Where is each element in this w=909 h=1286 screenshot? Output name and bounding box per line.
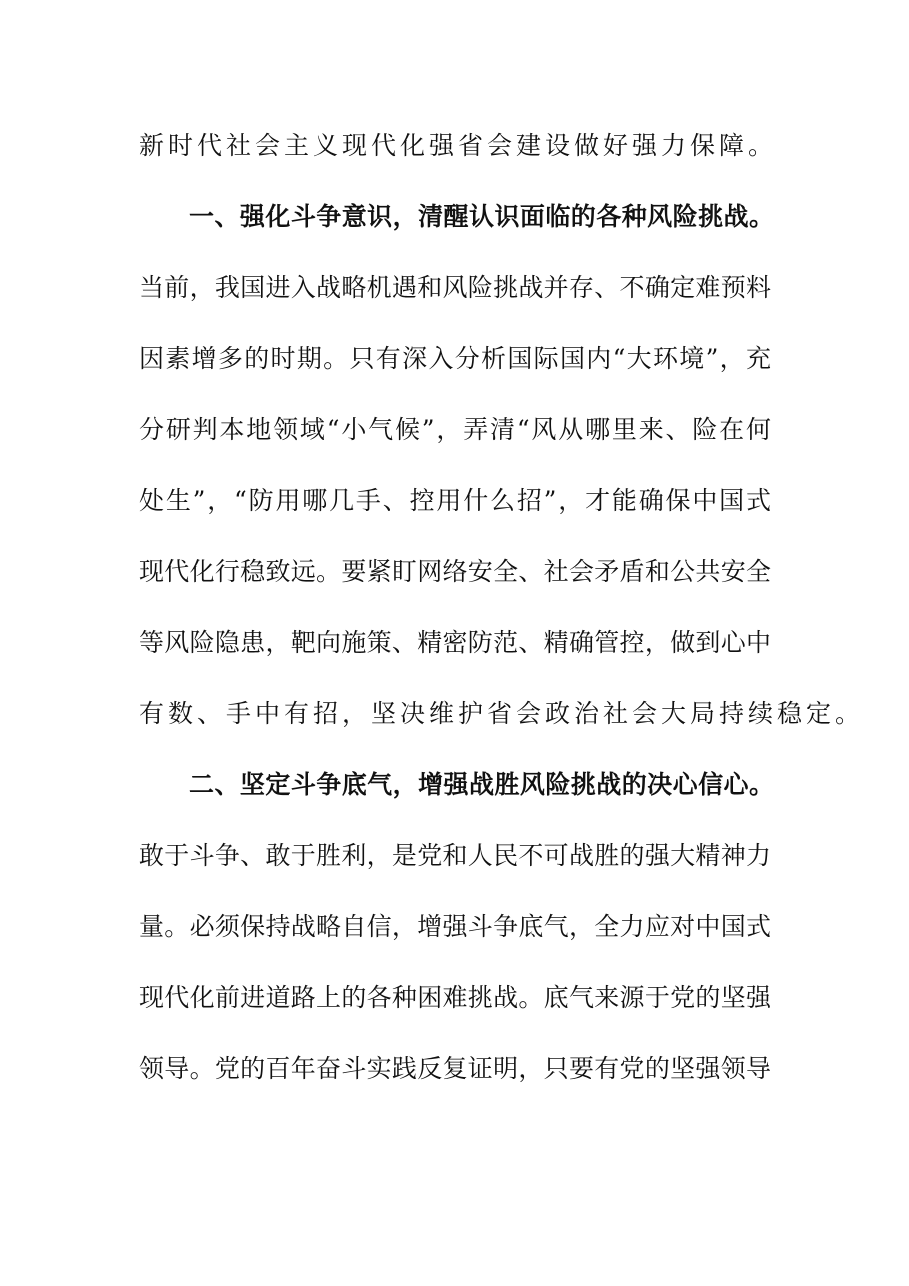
section-heading-1: 一、强化斗争意识，清醒认识面临的各种风险挑战。 xyxy=(189,202,774,231)
paragraph-line: 敢于斗争、敢于胜利，是党和人民不可战胜的强大精神力 xyxy=(139,841,771,870)
paragraph-line: 当前，我国进入战略机遇和风险挑战并存、不确定难预料 xyxy=(139,273,771,302)
paragraph-line: 处生”，“防用哪几手、控用什么招”，才能确保中国式 xyxy=(139,486,771,515)
paragraph-line: 新时代社会主义现代化强省会建设做好强力保障。 xyxy=(139,131,778,160)
paragraph-line: 分研判本地领域“小气候”，弄清“风从哪里来、险在何 xyxy=(139,415,771,444)
paragraph-line: 有数、手中有招，坚决维护省会政治社会大局持续稳定。 xyxy=(139,699,865,728)
paragraph-line: 现代化前进道路上的各种困难挑战。底气来源于党的坚强 xyxy=(139,983,771,1012)
paragraph-line: 量。必须保持战略自信，增强斗争底气，全力应对中国式 xyxy=(139,912,771,941)
paragraph-line: 领导。党的百年奋斗实践反复证明，只要有党的坚强领导 xyxy=(139,1054,771,1083)
paragraph-line: 等风险隐患，靶向施策、精密防范、精确管控，做到心中 xyxy=(139,628,771,657)
section-heading-2: 二、坚定斗争底气，增强战胜风险挑战的决心信心。 xyxy=(189,770,774,799)
paragraph-line: 因素增多的时期。只有深入分析国际国内“大环境”，充 xyxy=(139,344,771,373)
paragraph-line: 现代化行稳致远。要紧盯网络安全、社会矛盾和公共安全 xyxy=(139,557,771,586)
